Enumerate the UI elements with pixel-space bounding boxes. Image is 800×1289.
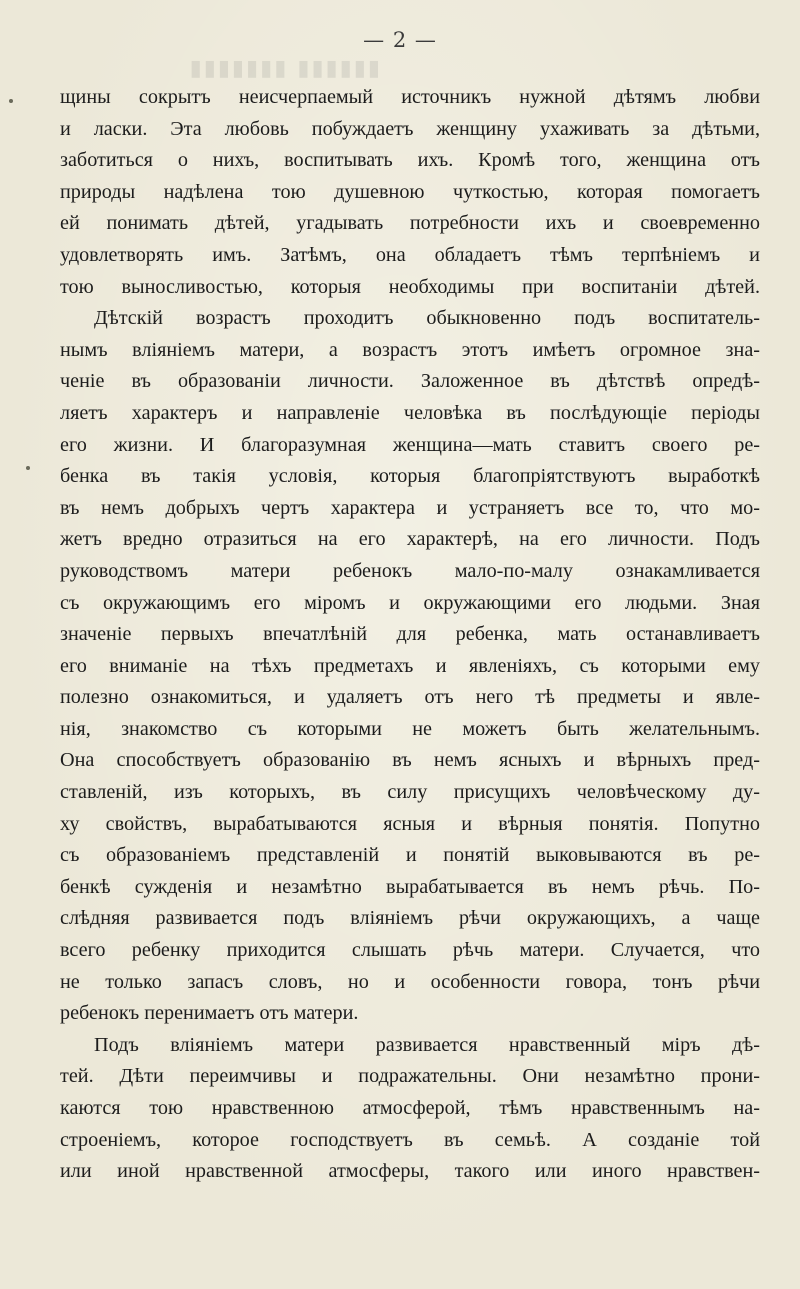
- text-line: Дѣтскій возрастъ проходитъ обыкновенно подъ воспитатель-: [94, 307, 760, 330]
- text-line: нымъ вліяніемъ матери, а возрастъ этотъ имѣетъ огромное зна-: [60, 338, 760, 361]
- text-line: въ немъ добрыхъ чертъ характера и устраняетъ все то, что мо-: [60, 496, 760, 519]
- text-line: удовлетворять имъ. Затѣмъ, она обладаетъ тѣмъ терпѣніемъ и: [60, 243, 760, 266]
- page-number: — 2 —: [363, 28, 437, 52]
- text-line: и ласки. Эта любовь побуждаетъ женщину ухаживать за дѣтьми,: [60, 117, 760, 140]
- text-line: нія, знакомство съ которыми не можетъ быть желательнымъ.: [60, 717, 760, 740]
- text-line: съ окружающимъ его міромъ и окружающими его людьми. Зная: [60, 591, 760, 614]
- text-line: значеніе первыхъ впечатлѣній для ребенка, мать останавливаетъ: [60, 623, 760, 646]
- ink-spot: [26, 466, 30, 470]
- text-line: не только запасъ словъ, но и особенности говора, тонъ рѣчи: [60, 970, 760, 993]
- ink-spot: [9, 99, 13, 103]
- show-through-ink: ▮▮▮▮▮▮ ▮▮▮▮▮▮▮: [187, 56, 380, 81]
- text-line: ляетъ характеръ и направленіе человѣка въ послѣдующіе періоды: [60, 401, 760, 424]
- text-line: Она способствуетъ образованію въ немъ ясныхъ и вѣрныхъ пред-: [60, 749, 760, 772]
- text-line: Подъ вліяніемъ матери развивается нравственный міръ дѣ-: [94, 1033, 760, 1056]
- text-line: или иной нравственной атмосферы, такого или иного нравствен-: [60, 1160, 760, 1183]
- text-line: полезно ознакомиться, и удаляетъ отъ него тѣ предметы и явле-: [60, 686, 760, 709]
- text-line: всего ребенку приходится слышать рѣчь матери. Случается, что: [60, 939, 760, 962]
- text-line: слѣдняя развивается подъ вліяніемъ рѣчи окружающихъ, а чаще: [60, 907, 760, 930]
- text-line: тей. Дѣти переимчивы и подражательны. Они незамѣтно прони-: [60, 1065, 760, 1088]
- text-line: щины сокрытъ неисчерпаемый источникъ нужной дѣтямъ любви: [60, 86, 760, 108]
- text-line: руководствомъ матери ребенокъ мало-по-малу ознакамливается: [60, 559, 760, 582]
- text-line: тою выносливостью, которыя необходимы при воспитаніи дѣтей.: [60, 275, 760, 298]
- body-text: [60, 82, 760, 1188]
- text-line: ху свойствъ, вырабатываются ясныя и вѣрныя понятія. Попутно: [60, 812, 760, 835]
- text-line: заботиться о нихъ, воспитывать ихъ. Кромѣ того, женщина отъ: [60, 149, 760, 172]
- text-line: бенка въ такія условія, которыя благопріятствуютъ выработкѣ: [60, 465, 760, 488]
- text-line: съ образованіемъ представленій и понятій выковываются въ ре-: [60, 844, 760, 867]
- text-line: ребенокъ перенимаетъ отъ матери.: [60, 1002, 359, 1025]
- text-line: ставленій, изъ которыхъ, въ силу присущихъ человѣческому ду-: [60, 781, 760, 804]
- text-line: бенкѣ сужденія и незамѣтно вырабатывается въ немъ рѣчь. По-: [60, 875, 760, 898]
- text-line: его вниманіе на тѣхъ предметахъ и явленіяхъ, съ которыми ему: [60, 654, 760, 677]
- text-line: строеніемъ, которое господствуетъ въ семьѣ. А созданіе той: [60, 1128, 760, 1151]
- text-line: каются тою нравственною атмосферой, тѣмъ нравственнымъ на-: [60, 1097, 760, 1119]
- text-line: ей понимать дѣтей, угадывать потребности ихъ и своевременно: [60, 212, 760, 235]
- text-line: природы надѣлена тою душевною чуткостью, которая помогаетъ: [60, 180, 760, 203]
- text-line: ченіе въ образованіи личности. Заложенное въ дѣтствѣ опредѣ-: [60, 370, 760, 393]
- text-line: его жизни. И благоразумная женщина—мать ставитъ своего ре-: [60, 433, 760, 456]
- text-line: жетъ вредно отразиться на его характерѣ, на его личности. Подъ: [60, 528, 760, 551]
